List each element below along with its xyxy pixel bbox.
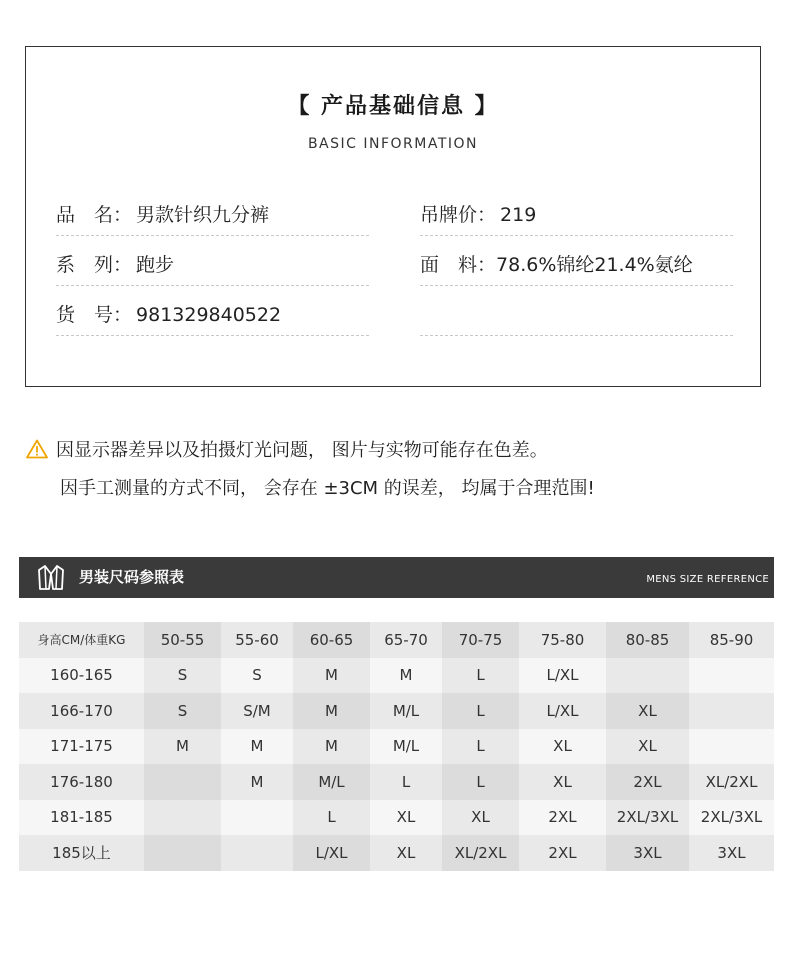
- field-product-name: [56, 195, 369, 236]
- size-cell: XL/2XL: [442, 835, 519, 871]
- size-cell: M/L: [370, 693, 442, 729]
- size-chart-table: [19, 622, 774, 871]
- field-label: 吊牌价：: [420, 204, 497, 226]
- height-header: 166-170: [19, 693, 144, 729]
- size-chart-header: [19, 557, 774, 598]
- size-cell: 2XL: [606, 764, 689, 800]
- size-cell: [689, 693, 774, 729]
- size-cell: 3XL: [606, 835, 689, 871]
- weight-header: 60-65: [293, 622, 370, 658]
- size-cell: S: [221, 658, 293, 694]
- basic-info-title: 【 产品基础信息 】: [287, 94, 499, 119]
- size-cell: XL: [519, 729, 606, 765]
- corner-header: 身高CM/体重KG: [19, 622, 144, 658]
- table-row: [19, 693, 774, 729]
- size-chart-title: 男装尺码参照表: [79, 568, 185, 586]
- field-label: 系 列：: [56, 254, 133, 276]
- field-tag-price: [420, 195, 733, 236]
- size-cell: M: [370, 658, 442, 694]
- table-header-row: [19, 622, 774, 658]
- table-row: [19, 835, 774, 871]
- field-series: [56, 245, 369, 286]
- size-cell: S/M: [221, 693, 293, 729]
- weight-header: 50-55: [144, 622, 221, 658]
- size-cell: XL: [370, 800, 442, 836]
- basic-info-panel: [25, 46, 761, 387]
- table-row: [19, 729, 774, 765]
- table-row: [19, 764, 774, 800]
- height-header: 176-180: [19, 764, 144, 800]
- height-header: 181-185: [19, 800, 144, 836]
- size-chart-subtitle: MENS SIZE REFERENCE: [646, 574, 769, 585]
- size-cell: L: [442, 693, 519, 729]
- notice-line-1: [26, 436, 548, 462]
- weight-header: 70-75: [442, 622, 519, 658]
- weight-header: 65-70: [370, 622, 442, 658]
- suit-jacket-icon: [37, 564, 65, 591]
- weight-header: 85-90: [689, 622, 774, 658]
- size-cell: 2XL/3XL: [606, 800, 689, 836]
- size-cell: [144, 800, 221, 836]
- size-cell: 2XL: [519, 835, 606, 871]
- size-cell: [606, 658, 689, 694]
- size-cell: S: [144, 693, 221, 729]
- size-cell: 3XL: [689, 835, 774, 871]
- warning-triangle-icon: [26, 439, 48, 459]
- size-cell: [221, 835, 293, 871]
- weight-header: 75-80: [519, 622, 606, 658]
- size-cell: 2XL: [519, 800, 606, 836]
- size-cell: L/XL: [519, 693, 606, 729]
- size-cell: [221, 800, 293, 836]
- field-item-code: [56, 295, 369, 336]
- table-row: [19, 658, 774, 694]
- field-empty: [420, 295, 733, 336]
- size-cell: M: [293, 729, 370, 765]
- size-cell: M: [144, 729, 221, 765]
- field-value: 跑步: [136, 254, 175, 276]
- size-cell: [144, 835, 221, 871]
- height-header: 171-175: [19, 729, 144, 765]
- field-value: 981329840522: [136, 304, 282, 326]
- height-header: 160-165: [19, 658, 144, 694]
- size-cell: S: [144, 658, 221, 694]
- size-cell: L: [370, 764, 442, 800]
- field-label: 货 号：: [56, 304, 133, 326]
- weight-header: 80-85: [606, 622, 689, 658]
- size-cell: L/XL: [293, 835, 370, 871]
- size-cell: [689, 729, 774, 765]
- size-cell: M: [221, 764, 293, 800]
- field-value: 219: [500, 204, 537, 226]
- size-cell: XL/2XL: [689, 764, 774, 800]
- field-label: 品 名：: [56, 204, 133, 226]
- field-label: 面 料：: [420, 254, 497, 276]
- size-cell: XL: [370, 835, 442, 871]
- size-cell: M/L: [293, 764, 370, 800]
- size-cell: M: [293, 693, 370, 729]
- notice-text-1: 因显示器差异以及拍摄灯光问题， 图片与实物可能存在色差。: [56, 440, 548, 461]
- field-material: [420, 245, 733, 286]
- size-cell: M/L: [370, 729, 442, 765]
- notice-line-2: [60, 474, 595, 500]
- size-cell: XL: [442, 800, 519, 836]
- size-cell: [689, 658, 774, 694]
- basic-info-subtitle: BASIC INFORMATION: [307, 136, 479, 152]
- notice-text-2: 因手工测量的方式不同， 会存在 ±3CM 的误差， 均属于合理范围!: [60, 478, 595, 499]
- size-cell: XL: [606, 729, 689, 765]
- table-row: [19, 800, 774, 836]
- height-header: 185以上: [19, 835, 144, 871]
- size-cell: L: [442, 729, 519, 765]
- size-cell: 2XL/3XL: [689, 800, 774, 836]
- size-cell: M: [293, 658, 370, 694]
- size-cell: L: [442, 764, 519, 800]
- size-cell: M: [221, 729, 293, 765]
- size-cell: L: [293, 800, 370, 836]
- size-cell: XL: [606, 693, 689, 729]
- size-cell: XL: [519, 764, 606, 800]
- weight-header: 55-60: [221, 622, 293, 658]
- field-value: 男款针织九分裤: [136, 204, 270, 226]
- field-value: 78.6%锦纶21.4%氨纶: [496, 254, 693, 276]
- size-cell: [144, 764, 221, 800]
- size-cell: L/XL: [519, 658, 606, 694]
- size-cell: L: [442, 658, 519, 694]
